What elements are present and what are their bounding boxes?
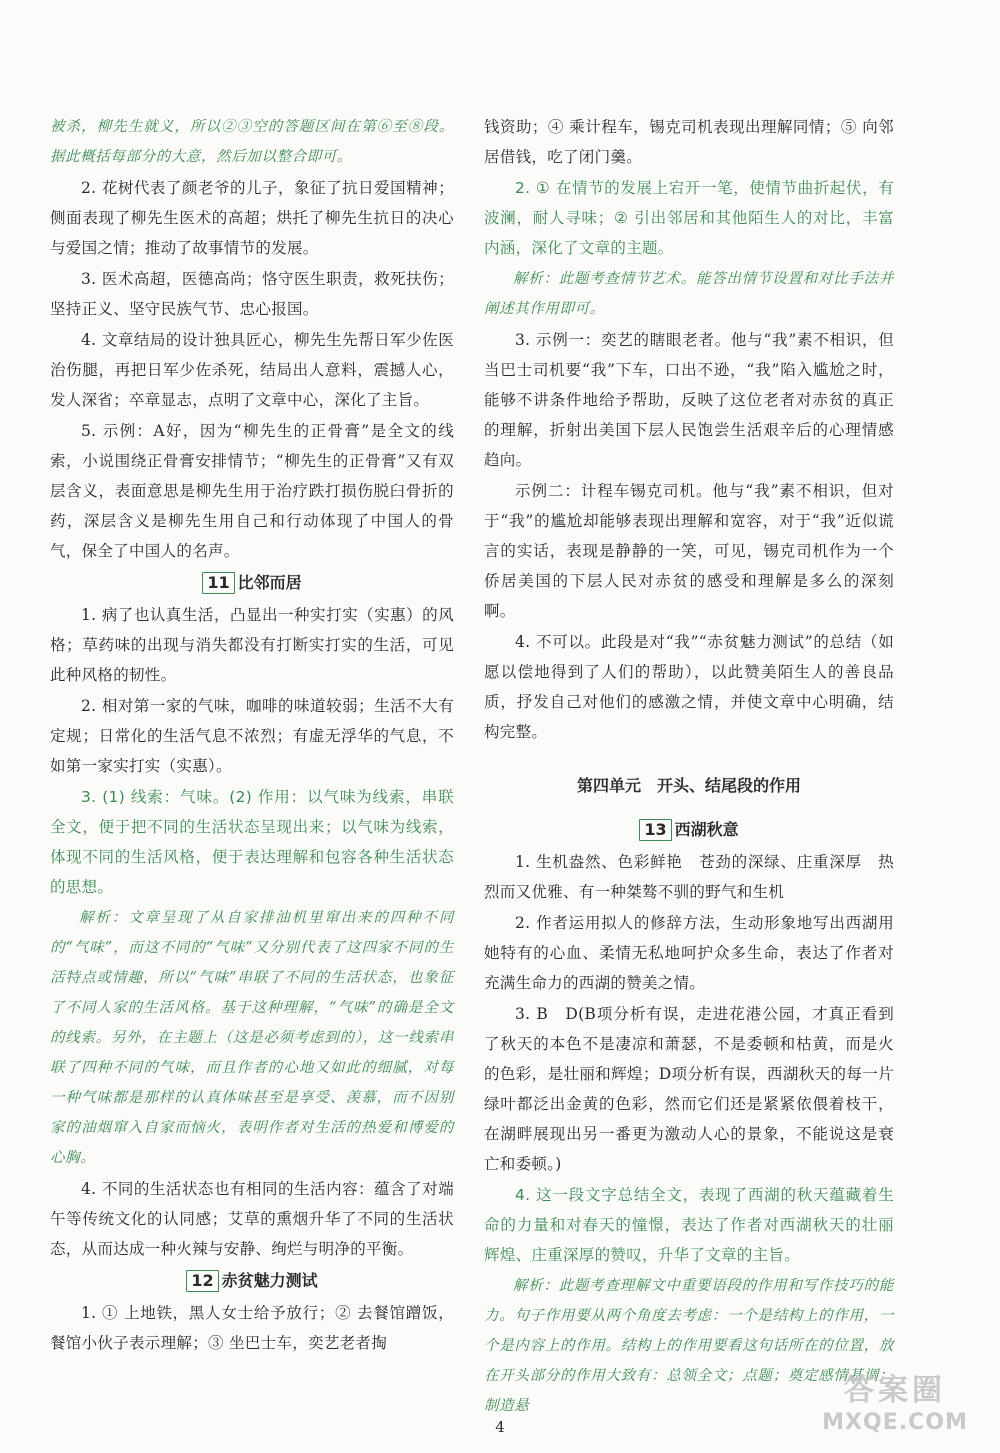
- unit-heading: 第四单元 开头、结尾段的作用: [576, 776, 801, 795]
- answer-paragraph: 4. 文章结局的设计独具匠心，柳先生先帮日军少佐医治伤腿，再把日军少佐杀死，结局出人意料，震撼人心，发人深省；卒章显志，点明了文章中心，深化了主旨。: [50, 331, 454, 409]
- answer-paragraph: 2. 花树代表了颜老爷的儿子，象征了抗日爱国精神；侧面表现了柳先生医术的高超；烘托了柳先生抗日的决心与爱国之情；推动了故事情节的发展。: [50, 179, 454, 257]
- green-answer-paragraph: 2. ① 在情节的发展上宕开一笔，使情节曲折起伏，有波澜，耐人寻味；② 引出邻居和其他陌生人的对比，丰富内涵，深化了文章的主题。: [484, 179, 894, 257]
- answer-paragraph: 示例二：计程车锡克司机。他与“我”素不相识，但对于“我”的尴尬却能够表现出理解和宽容，对于“我”近似谎言的实话，表现是静静的一笑，可见，锡克司机作为一个侨居美国的下层人民对赤贫的感受和理解是多么的深刻啊。: [484, 482, 894, 620]
- answer-paragraph: 2. 作者运用拟人的修辞方法，生动形象地写出西湖用她特有的心血、柔情无私地呵护众多生命，表达了作者对充满生命力的西湖的赞美之情。: [484, 914, 894, 992]
- right-column: [484, 112, 894, 1422]
- watermark-url: MXQE.COM: [822, 1410, 968, 1435]
- answer-paragraph: 1. ① 上地铁，黑人女士给予放行；② 去餐馆蹭饭，餐馆小伙子表示理解；③ 坐巴士车，奕艺老者掏: [50, 1304, 454, 1352]
- left-column: [50, 112, 454, 1359]
- answer-paragraph: 3. 示例一：奕艺的瞎眼老者。他与“我”素不相识，但当巴士司机要“我”下车，口出不逊，“我”陷入尴尬之时，能够不讲条件地给予帮助，反映了这位老者对赤贫的真正的理解，折射出美国下层人民饱尝生活艰辛后的心理情感趋向。: [484, 331, 894, 469]
- lesson-heading-11: [50, 568, 454, 598]
- handwritten-analysis: 解析：此题考查理解文中重要语段的作用和写作技巧的能力。句子作用要从两个角度去考虑：一个是结构上的作用，一个是内容上的作用。结构上的作用要看这句话所在的位置，放在开头部分的作用大致有：总领全文；点题；奠定感情基调；制造悬: [484, 1278, 894, 1414]
- lesson-number-box: 11: [202, 572, 234, 594]
- lesson-number-box: 13: [639, 819, 671, 841]
- answer-paragraph: 4. 不同的生活状态也有相同的生活内容：蕴含了对端午等传统文化的认同感；艾草的熏烟升华了不同的生活状态，从而达成一种火辣与安静、绚烂与明净的平衡。: [50, 1180, 454, 1258]
- green-answer-paragraph: 3. (1) 线索：气味。(2) 作用：以气味为线索，串联全文，便于把不同的生活状态呈现出来；以气味为线索，体现不同的生活风格，便于表达理解和包容各种生活状态的思想。: [50, 788, 454, 896]
- lesson-title: 西湖秋意: [674, 820, 739, 839]
- answer-paragraph: 4. 不可以。此段是对“我”“赤贫魅力测试”的总结（如愿以偿地得到了人们的帮助），以此赞美陌生人的善良品质，抒发自己对他们的感激之情，并使文章中心明确，结构完整。: [484, 633, 894, 741]
- answer-paragraph: 1. 病了也认真生活，凸显出一种实打实（实惠）的风格；草药味的出现与消失都没有打断实打实的生活，可见此种风格的韧性。: [50, 606, 454, 684]
- answer-paragraph: 2. 相对第一家的气味，咖啡的味道较弱；生活不大有定规；日常化的生活气息不浓烈；有虚无浮华的气息，不如第一家实打实（实惠）。: [50, 697, 454, 775]
- answer-paragraph: 3. 医术高超，医德高尚；恪守医生职责，救死扶伤；坚持正义、坚守民族气节、忠心报国。: [50, 270, 454, 318]
- answer-paragraph: 3. B D(B项分析有误，走进花港公园，才真正看到了秋天的本色不是凄凉和萧瑟，不是委顿和枯黄，而是火的色彩，是壮丽和辉煌；D项分析有误，西湖秋天的每一片绿叶都泛出金黄的色彩，然而它们还是紧紧依偎着枝干，在湖畔展现出另一番更为激动人心的景象，不能说这是衰亡和委顿。): [484, 1005, 894, 1173]
- handwritten-answer: 被杀，柳先生就义，所以②③空的答题区间在第⑥至⑧段。据此概括每部分的大意，然后加以整合即可。: [50, 119, 454, 165]
- lesson-title: 赤贫魅力测试: [221, 1271, 318, 1290]
- lesson-heading-12: [50, 1266, 454, 1296]
- answer-paragraph: 5. 示例：A好，因为“柳先生的正骨膏”是全文的线索，小说围绕正骨膏安排情节；“柳先生的正骨膏”又有双层含义，表面意思是柳先生用于治疗跌打损伤脱臼骨折的药，深层含义是柳先生用自己和行动体现了中国人的骨气，保全了中国人的名声。: [50, 422, 454, 560]
- handwritten-analysis: 解析：此题考查情节艺术。能答出情节设置和对比手法并阐述其作用即可。: [484, 271, 894, 317]
- lesson-number-box: 12: [186, 1270, 218, 1292]
- page-number: 4: [495, 1418, 505, 1436]
- watermark-logo: [810, 1371, 980, 1441]
- lesson-title: 比邻而居: [237, 573, 302, 592]
- green-answer-paragraph: 4. 这一段文字总结全文，表现了西湖的秋天蕴藏着生命的力量和对春天的憧憬，表达了作者对西湖秋天的壮丽辉煌、庄重深厚的赞叹，升华了文章的主旨。: [484, 1186, 894, 1264]
- lesson-heading-13: [484, 815, 894, 845]
- watermark-text: 答案圈: [844, 1373, 946, 1408]
- handwritten-analysis: 解析：文章呈现了从自家排油机里窜出来的四种不同的“气味”，而这不同的“气味”又分别代表了这四家不同的生活特点或情趣，所以“气味”串联了不同的生活状态，也象征了不同人家的生活风格。基于这种理解，“气味”的确是全文的线索。另外，在主题上（这是必须考虑到的），这一线索串联了四种不同的气味，而且作者的心地又如此的细腻，对每一种气味都是那样的认真体味甚至是享受、羡慕，而不因别家的油烟窜入自家而恼火，表明作者对生活的热爱和博爱的心胸。: [50, 910, 454, 1166]
- answer-paragraph: 钱资助；④ 乘计程车，锡克司机表现出理解同情；⑤ 向邻居借钱，吃了闭门羹。: [484, 118, 894, 166]
- answer-paragraph: 1. 生机盎然、色彩鲜艳 苍劲的深绿、庄重深厚 热烈而又优雅、有一种桀骜不驯的野气和生机: [484, 853, 894, 901]
